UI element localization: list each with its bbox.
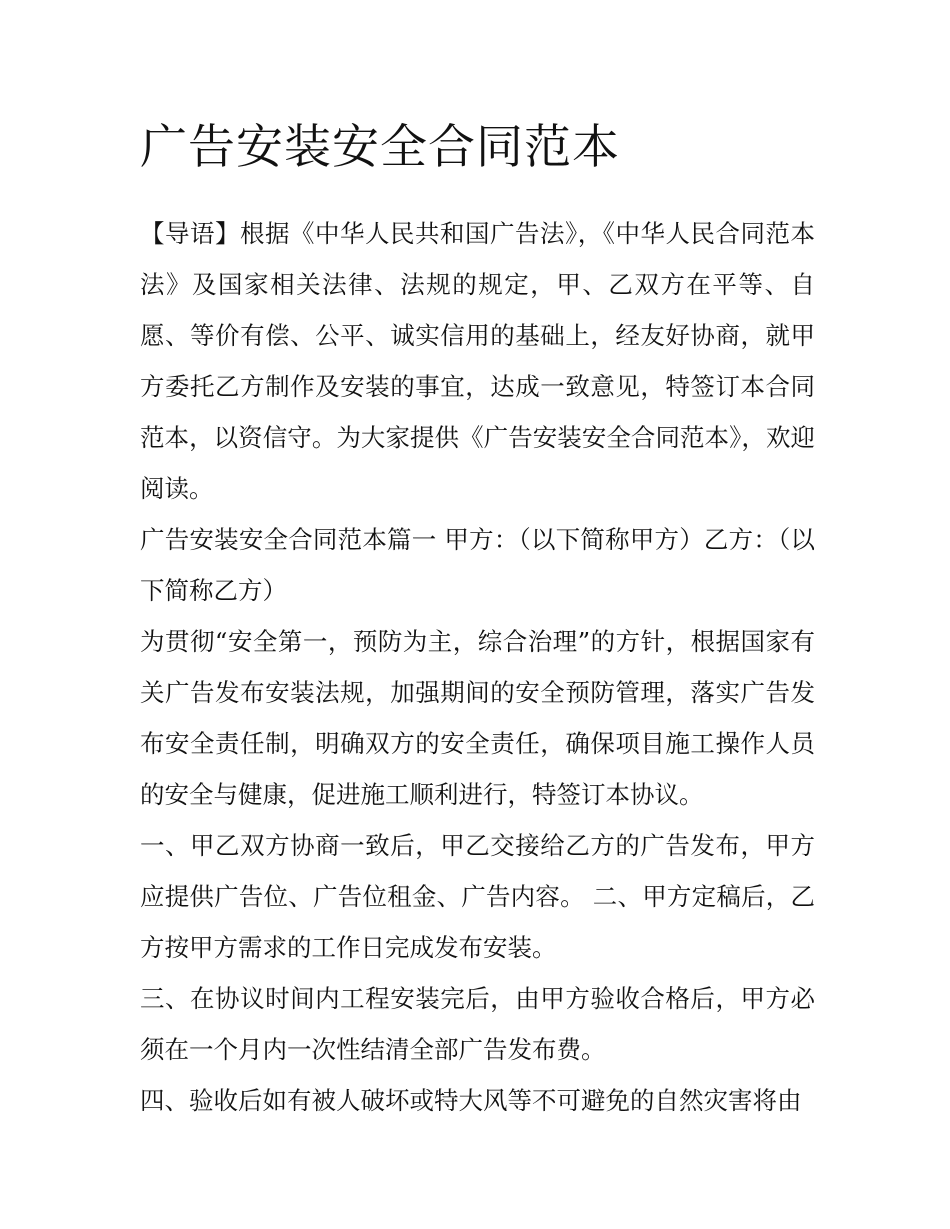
paragraph-purpose: 为贯彻“安全第一，预防为主，综合治理”的方针，根据国家有关广告发布安装法规，加强期间的安全预防管理，落实广告发布安全责任制，明确双方的安全责任，确保项目施工操作人员的安全与健康，促进施工顺利进行，特签订本协议。 [140, 627, 815, 809]
paragraph-clause-1-2: 一、甲乙双方协商一致后，甲乙交接给乙方的广告发布，甲方应提供广告位、广告位租金、广告内容。 二、甲方定稿后，乙方按甲方需求的工作日完成发布安装。 [140, 831, 815, 962]
paragraph-clause-3: 三、在协议时间内工程安装完后，由甲方验收合格后，甲方必须在一个月内一次性结清全部广告发布费。 [140, 984, 815, 1064]
paragraph-clause-4: 四、验收后如有被人破坏或特大风等不可避免的自然灾害将由 [140, 1086, 802, 1115]
paragraph-intro: 【导语】根据《中华人民共和国广告法》，《中华人民合同范本法》及国家相关法律、法规的规定，甲、乙双方在平等、自愿、等价有偿、公平、诚实信用的基础上，经友好协商，就甲方委托乙方制作及安装的事宜，达成一致意见，特签订本合同范本，以资信守。为大家提供《广告安装安全合同范本》，欢迎阅读。 [140, 219, 815, 503]
document-title: 广告安装安全合同范本 [140, 120, 620, 175]
paragraph-parties: 广告安装安全合同范本篇一 甲方：（以下简称甲方）乙方：（以下简称乙方） [140, 525, 815, 605]
document-body [140, 118, 815, 1126]
